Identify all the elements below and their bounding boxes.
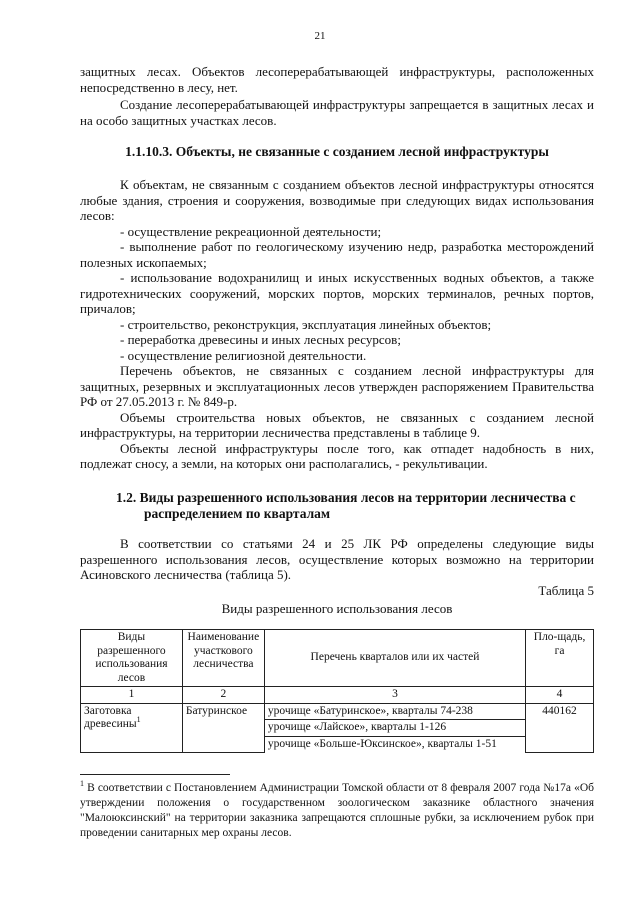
header-cell-quarters: Перечень кварталов или их частей <box>264 630 525 687</box>
list-item: - использование водохранилищ и иных искусственных водных объектов, а также гидротехнических сооружений, морских портов, морских терминалов, речных портов, причалов; <box>80 270 594 316</box>
list-item: - строительство, реконструкция, эксплуатация линейных объектов; <box>120 316 492 332</box>
paragraph-prohibition: Создание лесоперерабатывающей инфраструктуры запрещается в защитных лесах и на особо защитных участках лесов. <box>80 97 594 128</box>
table-title: Виды разрешенного использования лесов <box>221 601 453 616</box>
column-number: 4 <box>526 687 594 704</box>
cell-area: 440162 <box>526 703 594 752</box>
heading-1-2-line2: распределением по кварталам <box>144 506 331 521</box>
header-cell-forestry: Наименование участкового лесничества <box>182 630 264 687</box>
accord-block <box>80 536 594 583</box>
footnote <box>80 781 594 841</box>
paragraph-volumes: Объемы строительства новых объектов, не связанных с созданием лесной инфраструктуры, на территории лесничества представлены в таблице 9. <box>80 409 594 440</box>
cell-quarter: урочище «Батуринское», кварталы 74-238 <box>264 703 525 720</box>
column-number: 2 <box>182 687 264 704</box>
table-label: Таблица 5 <box>538 583 594 598</box>
list-item: - переработка древесины и иных лесных ресурсов; <box>120 332 401 347</box>
list-item: - выполнение работ по геологическому изучению недр, разработка месторождений полезных ископаемых; <box>80 239 594 270</box>
list-item: - осуществление рекреационной деятельности; <box>120 223 382 239</box>
forest-use-table <box>80 629 594 753</box>
cell-kind-text: Заготовка древесины <box>84 704 137 730</box>
paragraph-objects-intro: К объектам, не связанным с созданием объектов лесной инфраструктуры относятся любые здания, строения и сооружения, возводимые при следующих видах использования лесов: <box>80 177 594 223</box>
table-header-row <box>81 630 594 687</box>
footnote-mark: 1 <box>80 779 84 789</box>
table-number-row <box>81 687 594 704</box>
paragraph-objects-list: Перечень объектов, не связанных с созданием лесной инфраструктуры для защитных, резервных и эксплуатационных лесов утвержден распоряжением Правительства РФ от 27.05.2013 г. № 849-р. <box>80 363 594 409</box>
section-heading-1-1-10-3 <box>80 144 594 160</box>
list-item: - осуществление религиозной деятельности. <box>120 347 367 363</box>
paragraph-protective-forests: защитных лесах. Объектов лесоперерабатывающей инфраструктуры, расположенных непосредственно в лесу, нет. <box>80 64 594 95</box>
heading-1-2-line1: 1.2. Виды разрешенного использования лесов на территории лесничества с <box>116 490 576 505</box>
table-row <box>81 703 594 720</box>
section-heading-1-2 <box>80 490 594 522</box>
page-number: 21 <box>314 30 326 42</box>
intro-block <box>80 64 594 128</box>
footnote-ref: 1 <box>136 715 141 725</box>
footnote-divider <box>80 774 230 775</box>
column-number: 1 <box>81 687 183 704</box>
paragraph-accord: В соответствии со статьями 24 и 25 ЛК РФ определены следующие виды разрешенного использования лесов, осуществление которых возможно на территории Асиновского лесничества (таблица 5). <box>80 536 594 582</box>
objects-block <box>80 177 594 472</box>
column-number: 3 <box>264 687 525 704</box>
paragraph-reclamation: Объекты лесной инфраструктуры после того, как отпадет надобность в них, подлежат сносу, а земли, на которых они располагались, - рекультивации. <box>80 440 594 471</box>
cell-quarter: урочище «Лайское», кварталы 1-126 <box>264 720 525 737</box>
cell-forestry: Батуринское <box>182 703 264 752</box>
heading-1-1-10-3: 1.1.10.3. Объекты, не связанные с созданием лесной инфраструктуры <box>125 144 549 159</box>
header-cell-area: Пло-щадь, га <box>526 630 594 687</box>
cell-quarter: урочище «Больше-Юксинское», кварталы 1-51 <box>264 736 525 752</box>
header-cell-kind: Виды разрешенного использования лесов <box>81 630 183 687</box>
footnote-text: В соответствии с Постановлением Администрации Томской области от 8 февраля 2007 года №17а «Об утверждении положения о государственном зоологическом заказнике областного значения "Малоюксинский" на территории заказника запрещаются сплошные рубки, за исключением рубок при проведении санитарных мер охраны лесов. <box>80 782 594 839</box>
cell-kind <box>81 703 183 752</box>
